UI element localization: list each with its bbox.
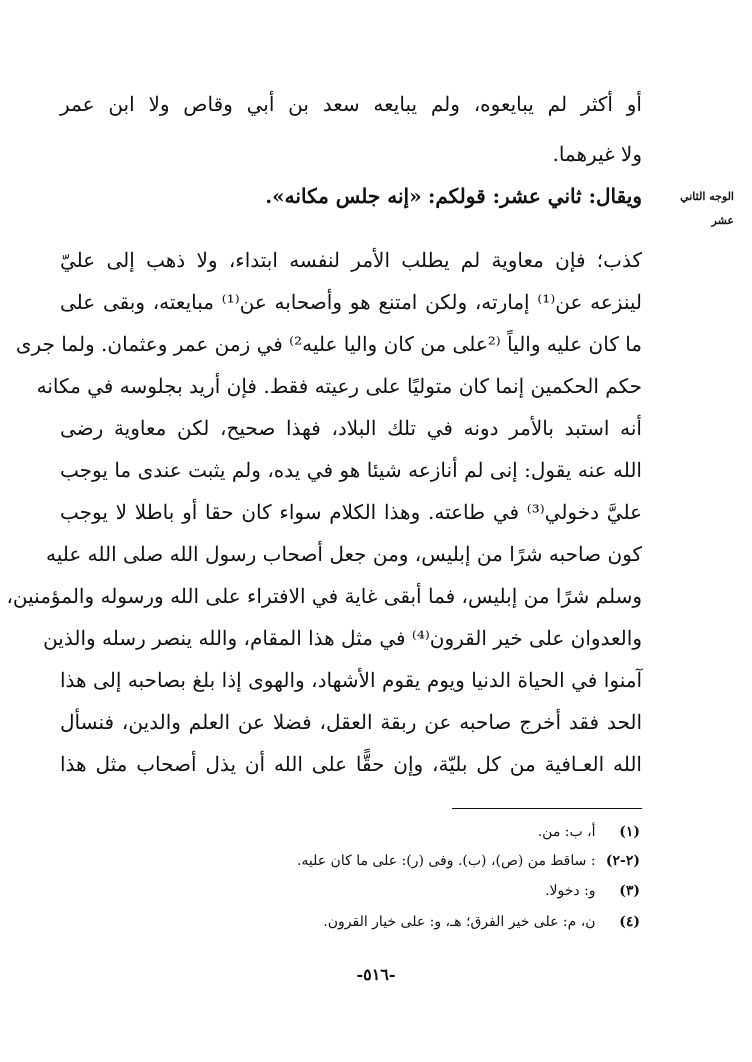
footnote-text: ن، م: على خير الفرق؛ هـ، و: على خيار القرون. bbox=[323, 914, 596, 930]
paragraph-line: والعدوان على خير القرون⁽⁴⁾ في مثل هذا المقام، والله ينصر رسله والذين bbox=[43, 626, 642, 650]
page-number: -٥١٦- bbox=[356, 965, 396, 984]
footnote bbox=[100, 847, 640, 875]
margin-note-line: الوجه الثاني bbox=[680, 190, 734, 203]
footnote-text: و: دخولا. bbox=[545, 883, 596, 899]
paragraph-line: عليَّ دخولي⁽³⁾ في طاعته. وهذا الكلام سواء كان حقا أو باطلا لا يوجب bbox=[60, 500, 643, 524]
paragraph-line: وسلم شرًا من إبليس، فما أبقى غاية في الافتراء على الله ورسوله والمؤمنين، bbox=[6, 584, 642, 608]
paragraph-line: كذب؛ فإن معاوية لم يطلب الأمر لنفسه ابتداء، ولا ذهب إلى عليّ bbox=[60, 248, 643, 272]
footnote bbox=[100, 877, 640, 905]
footnote-number: (٣) bbox=[619, 883, 640, 899]
footnote-text: : ساقط من (ص)، (ب). وفى (ر): على ما كان عليه. bbox=[296, 853, 596, 869]
footnote-text: أ، ب: من. bbox=[537, 824, 596, 840]
paragraph-line: الله عنه يقول: إنى لم أنازعه شيئا هو في يده، ولم يثبت عندى ما يوجب bbox=[60, 458, 642, 482]
footnote-number: (٤) bbox=[619, 914, 640, 930]
footnote-number: (٢-٢) bbox=[605, 853, 640, 869]
margin-note-line: عشر bbox=[711, 214, 734, 227]
paragraph-line: الحد فقد أخرج صاحبه عن ربقة العقل، فضلا عن العلم والدين، فنسأل bbox=[60, 710, 642, 734]
intro-line: أو أكثر لم يبايعوه، ولم يبايعه سعد بن أبي وقاص ولا ابن عمر bbox=[60, 92, 642, 116]
paragraph-line: أنه استبد بالأمر دونه في تلك البلاد، فهذا صحيح، لكن معاوية رضى bbox=[60, 416, 642, 440]
footnote bbox=[100, 908, 640, 936]
margin-note bbox=[654, 185, 734, 233]
footnote-number: (١) bbox=[619, 824, 640, 840]
section-heading bbox=[265, 176, 642, 216]
footnote-divider bbox=[452, 808, 642, 809]
paragraph-line: ما كان عليه والياً ⁽²على من كان واليا عليه²⁾ في زمن عمر وعثمان. ولما جرى bbox=[15, 332, 642, 356]
section-heading-quote: «إنه جلس مكانه». bbox=[265, 184, 422, 208]
footnote bbox=[100, 818, 640, 846]
paragraph-line: كون صاحبه شرًا من إبليس، ومن جعل أصحاب رسول الله صلى الله عليه bbox=[45, 542, 642, 566]
paragraph-line: الله العـافية من كل بليّة، وإن حقًّا على الله أن يذل أصحاب مثل هذا bbox=[60, 752, 642, 776]
paragraph-line: لينزعه عن⁽¹⁾ إمارته، ولكن امتنع هو وأصحابه عن⁽¹⁾ مبايعته، وبقى على bbox=[60, 290, 642, 314]
intro-line: ولا غيرهما. bbox=[552, 142, 642, 166]
paragraph-line: آمنوا في الحياة الدنيا ويوم يقوم الأشهاد، والهوى إذا بلغ بصاحبه إلى هذا bbox=[60, 668, 642, 692]
section-heading-lead: ويقال: ثاني عشر: قولكم: bbox=[427, 184, 642, 208]
paragraph-line: حكم الحكمين إنما كان متوليًا على رعيته فقط. فإن أريد بجلوسه في مكانه bbox=[36, 374, 642, 398]
